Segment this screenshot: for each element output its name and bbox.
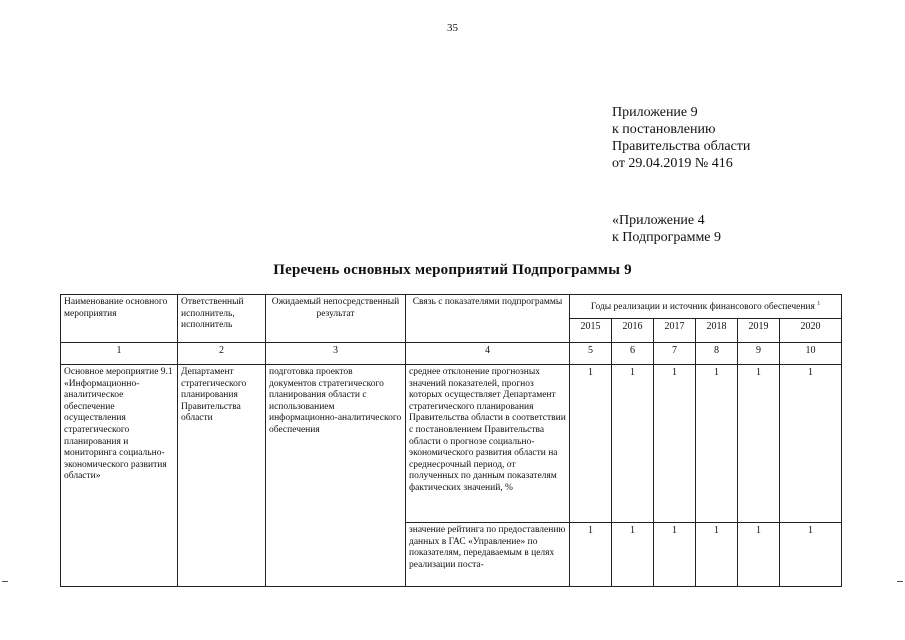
indicator-value: 1 [738,523,780,587]
indicator-value: 1 [654,523,696,587]
header-indicator-link: Связь с показателями подпрограммы [406,295,570,343]
scan-edge-mark [2,581,8,582]
column-number: 7 [654,343,696,365]
appendix-line: Приложение 9 [612,105,698,120]
measures-table [60,294,842,587]
column-number: 2 [178,343,266,365]
appendix-reference [612,104,750,172]
column-number: 6 [612,343,654,365]
indicator-value: 1 [570,523,612,587]
indicator-value: 1 [780,523,842,587]
indicator-value: 1 [738,365,780,523]
header-row [61,295,842,319]
footnote-marker: 1 [817,301,821,308]
subprogram-appendix-reference [612,212,721,246]
column-number: 5 [570,343,612,365]
column-number: 4 [406,343,570,365]
column-number: 1 [61,343,178,365]
scan-edge-mark [897,581,903,582]
page-number: 35 [447,22,458,34]
header-year: 2018 [696,319,738,343]
expected-result-cell: подготовка проектов документов стратегического планирования области с использованием информационно-аналитического обеспечения [266,365,406,587]
appendix-line: Правительства области [612,139,751,154]
measure-name-cell: Основное мероприятие 9.1 «Информационно-аналитическое обеспечение осуществления стратегического планирования и мониторинга социально-экономического развития области» [61,365,178,587]
indicator-value: 1 [696,365,738,523]
indicator-value: 1 [612,523,654,587]
header-year: 2020 [780,319,842,343]
appendix-line: к постановлению [612,122,716,137]
column-number: 9 [738,343,780,365]
header-years-group-label: Годы реализации и источник финансового обеспечения [590,302,815,313]
header-year: 2019 [738,319,780,343]
indicator-value: 1 [654,365,696,523]
column-numbers-row [61,343,842,365]
document-title: Перечень основных мероприятий Подпрограммы 9 [273,262,632,278]
header-executor: Ответственный исполнитель, исполнитель [178,295,266,343]
indicator-value: 1 [780,365,842,523]
column-number: 10 [780,343,842,365]
subprogram-appendix-line: «Приложение 4 [612,213,705,228]
header-year: 2016 [612,319,654,343]
indicator-value: 1 [612,365,654,523]
indicator-cell: среднее отклонение прогнозных значений показателей, прогноз которых осуществляет Департамент стратегического планирования Правительства области в соответствии с постановлением Правительства области о прогнозе социально-экономического развития области на среднесрочный период, от полученных по данным показателям фактических значений, % [406,365,570,523]
column-number: 3 [266,343,406,365]
header-year: 2015 [570,319,612,343]
header-expected-result: Ожидаемый непосредственный результат [266,295,406,343]
executor-cell: Департамент стратегического планирования Правительства области [178,365,266,587]
subprogram-appendix-line: к Подпрограмме 9 [612,230,722,245]
indicator-cell: значение рейтинга по предоставлению данных в ГАС «Управление» по показателям, передаваемым в целях реализации поста- [406,523,570,587]
table-row [61,365,842,523]
indicator-value: 1 [696,523,738,587]
indicator-value: 1 [570,365,612,523]
appendix-line: от 29.04.2019 № 416 [612,156,733,171]
header-measure-name: Наименование основного мероприятия [61,295,178,343]
column-number: 8 [696,343,738,365]
header-years-group [570,295,842,319]
header-year: 2017 [654,319,696,343]
